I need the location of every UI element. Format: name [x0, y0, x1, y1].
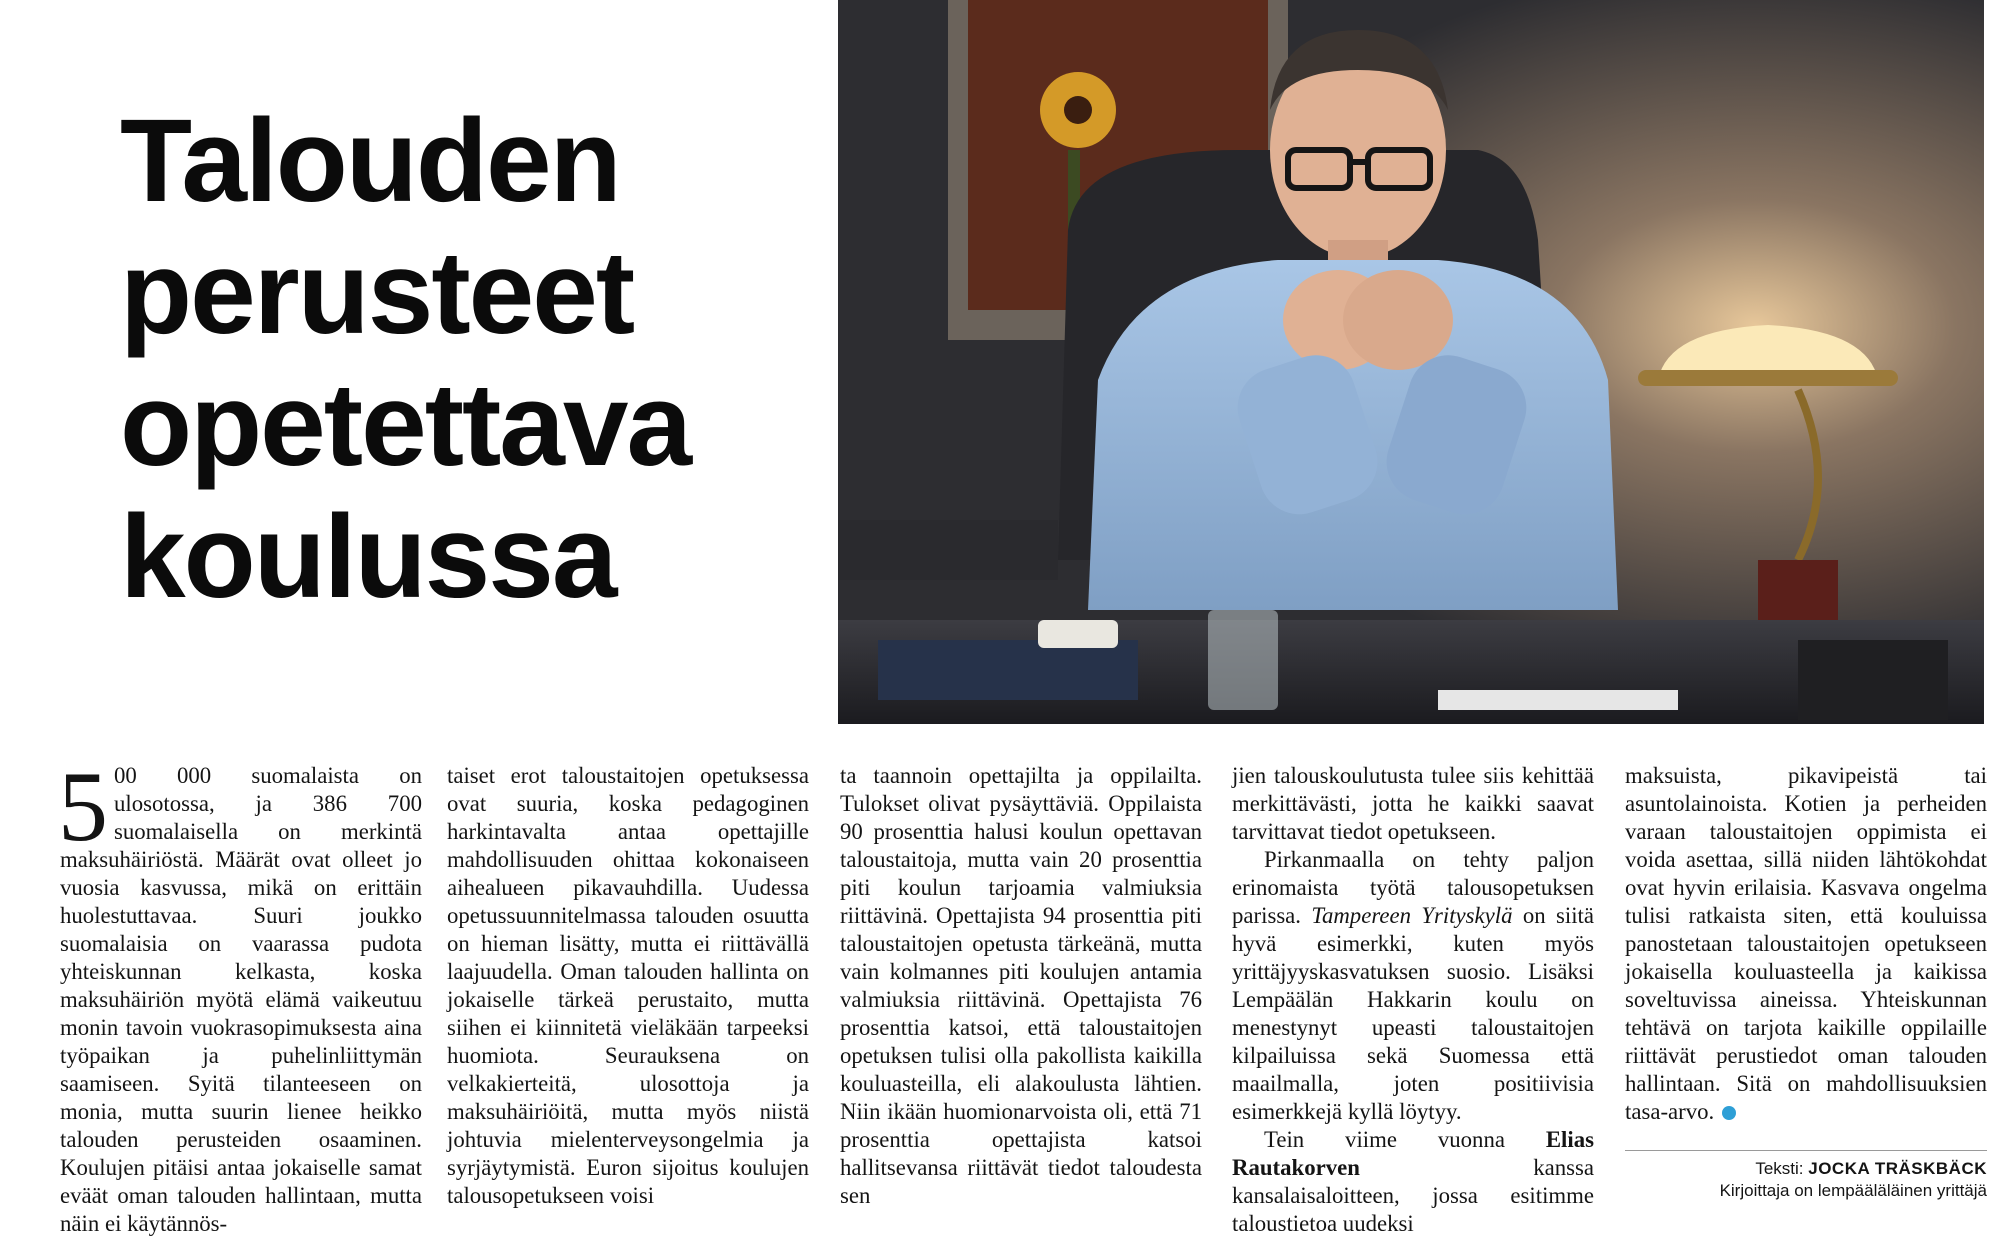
- byline: [1625, 1158, 1987, 1202]
- paragraph: [1625, 762, 1987, 1126]
- paragraph: [1232, 846, 1594, 1126]
- paragraph: ta taannoin opettajilta ja oppilailta. Tulokset olivat pysäyttäviä. Oppilaista 90 prosenttia halusi koulun opettavan taloustaitoja, mutta vain 20 prosenttia piti koulun tarjoamia valmiuksia riittävinä. Opettajista 94 prosenttia piti taloustaitojen opetusta tärkeänä, mutta vain kolmannes piti koulujen antamia valmiuksia riittävinä. Opettajista 76 prosenttia katsoi, että taloustaitojen opetuksen tulisi olla pakollista kaikilla kouluasteilla, eli alakoulusta lähtien. Niin ikään huomionarvoista oli, että 71 prosenttia opettajista katsoi hallitsevansa riittävät tiedot taloudesta sen: [840, 763, 1202, 1208]
- paragraph: [1232, 1126, 1594, 1238]
- article-column-3: [840, 762, 1202, 1208]
- paragraph-text: maksuista, pikavipeistä tai asuntolainoista. Kotien ja perheiden varaan taloustaitojen oppimista ei voida asettaa, sillä niiden lähtökohdat ovat hyvin erilaisia. Kasvava ongelma tulisi ratkaista siten, että kouluissa panostetaan taloustaitojen opetukseen jokaisella kouluasteella ja kaikissa soveltuvissa aineissa. Yhteiskunnan tehtävä on tarjota kaikille oppilaille riittävät perustiedot oman talouden hallintaan. Sitä on mahdollisuuksien tasa-arvo.: [1625, 763, 1987, 1124]
- paragraph: jien talouskoulutusta tulee siis kehittää merkittävästi, jotta he kaikki saavat tarvittavat tiedot opetukseen.: [1232, 763, 1594, 844]
- article-headline: [120, 95, 760, 623]
- article-column-2: [447, 762, 809, 1208]
- emphasis-text: Tampereen Yrityskylä: [1311, 903, 1513, 928]
- article-column-4: [1232, 762, 1594, 1236]
- portrait-photo-illustration: [838, 0, 1984, 724]
- headline-line: perusteet: [120, 227, 634, 359]
- end-of-article-dot: [1722, 1106, 1736, 1120]
- paragraph: taiset erot taloustaitojen opetuksessa ovat suuria, koska pedagoginen harkintavalta antaa opettajille mahdollisuuden ohittaa kokonaiseen aihealueen pikavauhdilla. Uudessa opetussuunnitelmassa talouden osuutta on hieman lisätty, mutta ei riittävällä laajuudella. Oman talouden hallinta on jokaiselle tärkeä perustaito, mutta siihen ei kiinnitetä vieläkään tarpeeksi huomiota. Seurauksena on velkakierteitä, ulosottoja ja maksuhäiriöitä, mutta myös niistä johtuvia mielenterveysongelmia ja syrjäytymistä. Euron sijoitus koulujen talousopetukseen voisi: [447, 763, 809, 1208]
- article-photo: [838, 0, 1984, 724]
- paragraph-text: on siitä hyvä esimerkki, kuten myös yrittäjyyskasvatuksen suosio. Lisäksi Lempäälän Hakkarin koulu on menestynyt upeasti taloustaitojen kilpailuissa sekä Suomessa että maailmalla, joten positiivisia esimerkkejä kyllä löytyy.: [1232, 903, 1594, 1124]
- byline-author: JOCKA TRÄSKBÄCK: [1808, 1159, 1987, 1178]
- byline-note: Kirjoittaja on lempääläläinen yrittäjä: [1719, 1181, 1987, 1200]
- byline-label: Teksti:: [1755, 1159, 1804, 1178]
- headline-line: koulussa: [120, 491, 616, 623]
- headline-line: Talouden: [120, 95, 620, 227]
- paragraph-text: Tein viime vuonna: [1264, 1127, 1546, 1152]
- paragraph-text: 00 000 suomalaista on ulosotossa, ja 386 700 suomalaisella on merkintä maksuhäiriöstä. Määrät ovat olleet jo vuosia kasvussa, mikä on erittäin huolestuttavaa. Suuri joukko suomalaisia on vaarassa pudota yhteiskunnan kelkasta, koska maksuhäiriön myötä elämä vaikeutuu monin tavoin vuokrasopimuksesta aina työpaikan ja puhelinliittymän saamiseen. Syitä tilanteeseen on monia, mutta suurin lienee heikko talouden perusteiden osaaminen. Koulujen pitäisi antaa jokaiselle samat eväät oman talouden hallintaan, mutta näin ei käytännös-: [60, 763, 422, 1236]
- article-column-5: [1625, 762, 1987, 1142]
- article-column-1: [58, 751, 422, 1236]
- paragraph: [58, 751, 422, 1238]
- person-name: Elias Rautakorven: [1232, 1127, 1594, 1180]
- drop-cap: 5: [58, 751, 108, 862]
- headline-line: opetettava: [120, 359, 691, 491]
- paragraph-text: Pirkanmaalla on tehty paljon erinomaista työtä talousopetuksen parissa.: [1232, 847, 1594, 928]
- byline-divider: [1625, 1150, 1987, 1151]
- paragraph-text: kanssa kansalaisaloitteen, jossa esitimme taloustietoa uudeksi: [1232, 1155, 1594, 1236]
